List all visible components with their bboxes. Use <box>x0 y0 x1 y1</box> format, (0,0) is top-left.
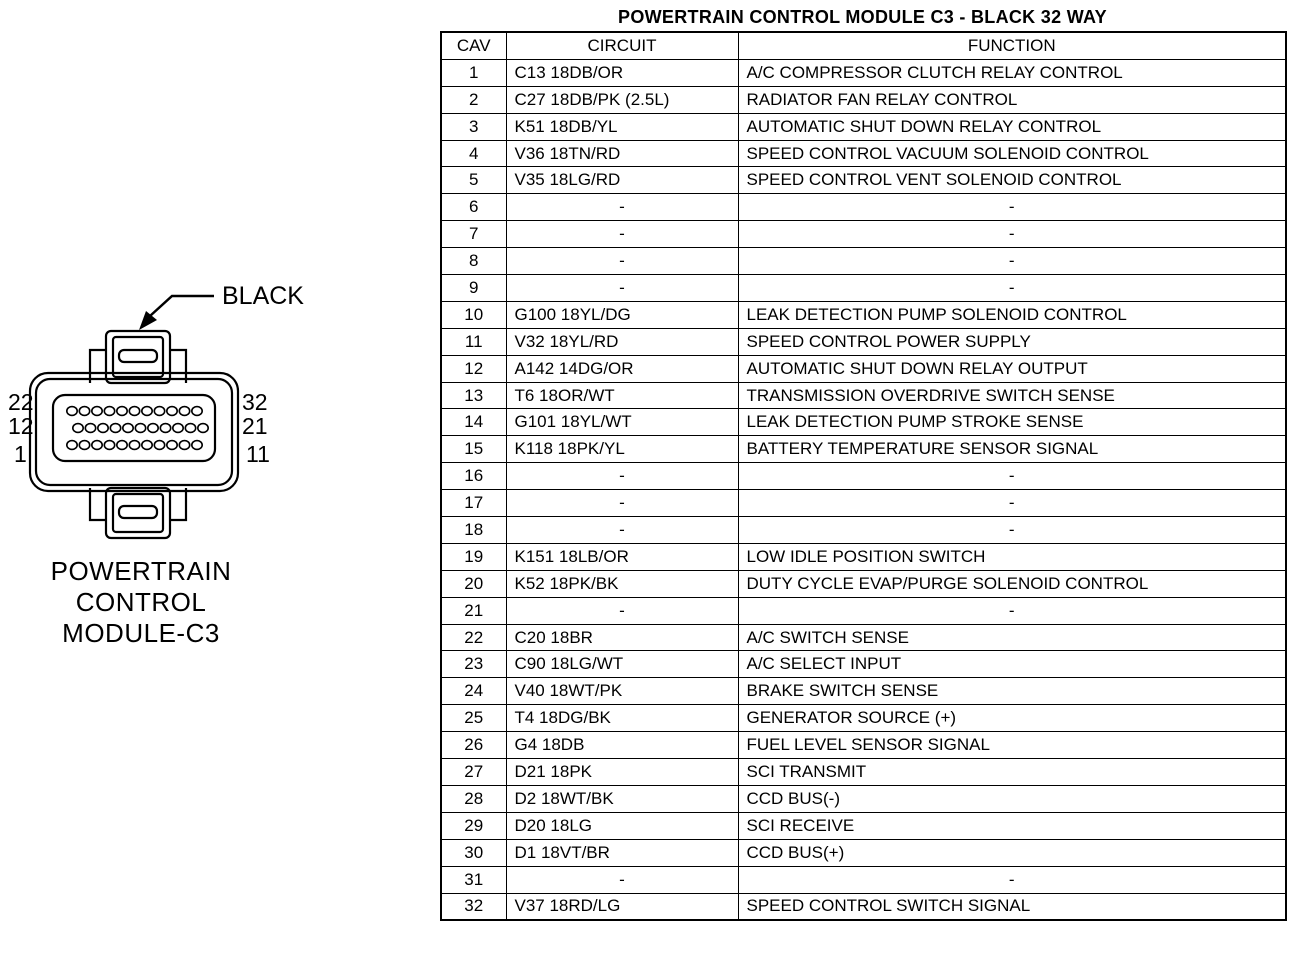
cav-cell: 24 <box>441 678 506 705</box>
function-cell: BATTERY TEMPERATURE SENSOR SIGNAL <box>738 436 1286 463</box>
circuit-cell: C13 18DB/OR <box>506 59 738 86</box>
pinout-table-body <box>441 59 1286 920</box>
caption-line-2: CONTROL <box>75 587 207 617</box>
cav-cell: 27 <box>441 759 506 786</box>
function-cell: LEAK DETECTION PUMP SOLENOID CONTROL <box>738 301 1286 328</box>
pin-dot <box>129 441 139 450</box>
circuit-cell: C20 18BR <box>506 624 738 651</box>
cav-cell: 29 <box>441 812 506 839</box>
table-row <box>441 463 1286 490</box>
cav-cell: 28 <box>441 785 506 812</box>
function-cell: GENERATOR SOURCE (+) <box>738 705 1286 732</box>
cav-cell: 12 <box>441 355 506 382</box>
cav-cell: 16 <box>441 463 506 490</box>
circuit-cell: C27 18DB/PK (2.5L) <box>506 86 738 113</box>
cav-cell: 23 <box>441 651 506 678</box>
cav-cell: 22 <box>441 624 506 651</box>
function-cell: - <box>738 275 1286 302</box>
cav-cell: 18 <box>441 517 506 544</box>
pin-dot <box>154 441 164 450</box>
connector-body <box>30 331 238 538</box>
function-cell: CCD BUS(-) <box>738 785 1286 812</box>
table-row <box>441 812 1286 839</box>
circuit-cell: - <box>506 517 738 544</box>
function-cell: CCD BUS(+) <box>738 839 1286 866</box>
connector-color-label: BLACK <box>222 282 304 310</box>
pin-dot <box>192 441 202 450</box>
cav-cell: 20 <box>441 570 506 597</box>
pin-dot <box>142 407 152 416</box>
cav-cell: 2 <box>441 86 506 113</box>
function-cell: - <box>738 194 1286 221</box>
pin-dot <box>167 407 177 416</box>
pin-dot <box>173 424 183 433</box>
leader-line <box>150 296 214 316</box>
table-row <box>441 113 1286 140</box>
pin-label-32: 32 <box>242 389 268 415</box>
pin-dot <box>142 441 152 450</box>
function-cell: DUTY CYCLE EVAP/PURGE SOLENOID CONTROL <box>738 570 1286 597</box>
cav-cell: 13 <box>441 382 506 409</box>
pin-label-12: 12 <box>8 413 34 439</box>
function-cell: AUTOMATIC SHUT DOWN RELAY OUTPUT <box>738 355 1286 382</box>
table-row <box>441 570 1286 597</box>
circuit-cell: T6 18OR/WT <box>506 382 738 409</box>
circuit-cell: D1 18VT/BR <box>506 839 738 866</box>
function-cell: SPEED CONTROL VENT SOLENOID CONTROL <box>738 167 1286 194</box>
pin-dot <box>67 407 77 416</box>
cav-cell: 4 <box>441 140 506 167</box>
function-cell: - <box>738 597 1286 624</box>
circuit-cell: A142 14DG/OR <box>506 355 738 382</box>
pin-dot <box>92 407 102 416</box>
cav-cell: 5 <box>441 167 506 194</box>
circuit-cell: K118 18PK/YL <box>506 436 738 463</box>
pinout-table <box>440 31 1287 921</box>
pin-dot <box>104 407 114 416</box>
cav-cell: 8 <box>441 248 506 275</box>
cav-cell: 19 <box>441 543 506 570</box>
cav-cell: 7 <box>441 221 506 248</box>
table-row <box>441 194 1286 221</box>
leader-arrowhead <box>139 311 157 330</box>
cav-cell: 10 <box>441 301 506 328</box>
circuit-cell: G101 18YL/WT <box>506 409 738 436</box>
table-row <box>441 301 1286 328</box>
pin-dot <box>185 424 195 433</box>
pin-dot <box>79 441 89 450</box>
pin-dot <box>148 424 158 433</box>
pin-dot <box>179 441 189 450</box>
pin-dot <box>117 441 127 450</box>
pin-dot <box>154 407 164 416</box>
table-row <box>441 355 1286 382</box>
function-cell: - <box>738 490 1286 517</box>
table-row <box>441 167 1286 194</box>
pin-label-1: 1 <box>14 441 27 467</box>
cav-cell: 9 <box>441 275 506 302</box>
pin-dot <box>160 424 170 433</box>
table-row <box>441 651 1286 678</box>
circuit-cell: D2 18WT/BK <box>506 785 738 812</box>
pin-label-11: 11 <box>246 441 270 467</box>
circuit-cell: - <box>506 194 738 221</box>
circuit-cell: - <box>506 490 738 517</box>
cav-cell: 3 <box>441 113 506 140</box>
pin-dots <box>67 407 208 450</box>
pin-dot <box>198 424 208 433</box>
circuit-cell: G4 18DB <box>506 732 738 759</box>
pin-dot <box>135 424 145 433</box>
table-row <box>441 866 1286 893</box>
cav-cell: 32 <box>441 893 506 920</box>
function-cell: LEAK DETECTION PUMP STROKE SENSE <box>738 409 1286 436</box>
function-cell: TRANSMISSION OVERDRIVE SWITCH SENSE <box>738 382 1286 409</box>
table-row <box>441 732 1286 759</box>
circuit-cell: K151 18LB/OR <box>506 543 738 570</box>
function-cell: BRAKE SWITCH SENSE <box>738 678 1286 705</box>
circuit-cell: K52 18PK/BK <box>506 570 738 597</box>
pin-dot <box>92 441 102 450</box>
function-cell: RADIATOR FAN RELAY CONTROL <box>738 86 1286 113</box>
cav-cell: 6 <box>441 194 506 221</box>
table-row <box>441 543 1286 570</box>
pin-dot <box>117 407 127 416</box>
table-row <box>441 436 1286 463</box>
pin-dot <box>192 407 202 416</box>
header-circuit: CIRCUIT <box>506 32 738 59</box>
cav-cell: 30 <box>441 839 506 866</box>
table-row <box>441 624 1286 651</box>
table-row <box>441 759 1286 786</box>
circuit-cell: K51 18DB/YL <box>506 113 738 140</box>
circuit-cell: V36 18TN/RD <box>506 140 738 167</box>
function-cell: SCI TRANSMIT <box>738 759 1286 786</box>
table-row <box>441 678 1286 705</box>
table-row <box>441 597 1286 624</box>
header-cav: CAV <box>441 32 506 59</box>
circuit-cell: C90 18LG/WT <box>506 651 738 678</box>
circuit-cell: - <box>506 248 738 275</box>
circuit-cell: V32 18YL/RD <box>506 328 738 355</box>
function-cell: - <box>738 221 1286 248</box>
pin-dot <box>179 407 189 416</box>
table-row <box>441 382 1286 409</box>
table-row <box>441 221 1286 248</box>
table-header-row <box>441 32 1286 59</box>
pin-label-22: 22 <box>8 389 34 415</box>
function-cell: - <box>738 517 1286 544</box>
cav-cell: 14 <box>441 409 506 436</box>
circuit-cell: - <box>506 221 738 248</box>
cav-cell: 11 <box>441 328 506 355</box>
circuit-cell: V35 18LG/RD <box>506 167 738 194</box>
cav-cell: 21 <box>441 597 506 624</box>
header-function: FUNCTION <box>738 32 1286 59</box>
pin-dot <box>73 424 83 433</box>
table-row <box>441 86 1286 113</box>
function-cell: A/C COMPRESSOR CLUTCH RELAY CONTROL <box>738 59 1286 86</box>
pin-dot <box>98 424 108 433</box>
function-cell: FUEL LEVEL SENSOR SIGNAL <box>738 732 1286 759</box>
caption-line-1: POWERTRAIN <box>50 556 232 586</box>
connector-caption <box>18 556 264 649</box>
function-cell: SPEED CONTROL VACUUM SOLENOID CONTROL <box>738 140 1286 167</box>
function-cell: SCI RECEIVE <box>738 812 1286 839</box>
table-row <box>441 517 1286 544</box>
circuit-cell: - <box>506 463 738 490</box>
table-title: POWERTRAIN CONTROL MODULE C3 - BLACK 32 WAY <box>618 7 1107 27</box>
table-row <box>441 328 1286 355</box>
pin-dot <box>79 407 89 416</box>
pin-dot <box>123 424 133 433</box>
function-cell: LOW IDLE POSITION SWITCH <box>738 543 1286 570</box>
pin-dot <box>110 424 120 433</box>
circuit-cell: D20 18LG <box>506 812 738 839</box>
circuit-cell: T4 18DG/BK <box>506 705 738 732</box>
function-cell: A/C SWITCH SENSE <box>738 624 1286 651</box>
circuit-cell: - <box>506 866 738 893</box>
function-cell: A/C SELECT INPUT <box>738 651 1286 678</box>
table-row <box>441 705 1286 732</box>
pin-label-21: 21 <box>242 413 268 439</box>
table-row <box>441 140 1286 167</box>
cav-cell: 17 <box>441 490 506 517</box>
pin-dot <box>85 424 95 433</box>
caption-line-3: MODULE-C3 <box>62 618 220 648</box>
table-row <box>441 893 1286 920</box>
circuit-cell: D21 18PK <box>506 759 738 786</box>
cav-cell: 25 <box>441 705 506 732</box>
pin-dot <box>67 441 77 450</box>
table-row <box>441 59 1286 86</box>
function-cell: SPEED CONTROL POWER SUPPLY <box>738 328 1286 355</box>
circuit-cell: V37 18RD/LG <box>506 893 738 920</box>
table-row <box>441 490 1286 517</box>
function-cell: AUTOMATIC SHUT DOWN RELAY CONTROL <box>738 113 1286 140</box>
function-cell: - <box>738 463 1286 490</box>
table-row <box>441 839 1286 866</box>
circuit-cell: - <box>506 275 738 302</box>
cav-cell: 1 <box>441 59 506 86</box>
function-cell: - <box>738 248 1286 275</box>
circuit-cell: V40 18WT/PK <box>506 678 738 705</box>
cav-cell: 31 <box>441 866 506 893</box>
function-cell: SPEED CONTROL SWITCH SIGNAL <box>738 893 1286 920</box>
function-cell: - <box>738 866 1286 893</box>
table-row <box>441 785 1286 812</box>
pin-dot <box>129 407 139 416</box>
pin-dot <box>167 441 177 450</box>
circuit-cell: - <box>506 597 738 624</box>
table-row <box>441 248 1286 275</box>
cav-cell: 26 <box>441 732 506 759</box>
cav-cell: 15 <box>441 436 506 463</box>
table-row <box>441 409 1286 436</box>
table-row <box>441 275 1286 302</box>
pin-dot <box>104 441 114 450</box>
circuit-cell: G100 18YL/DG <box>506 301 738 328</box>
